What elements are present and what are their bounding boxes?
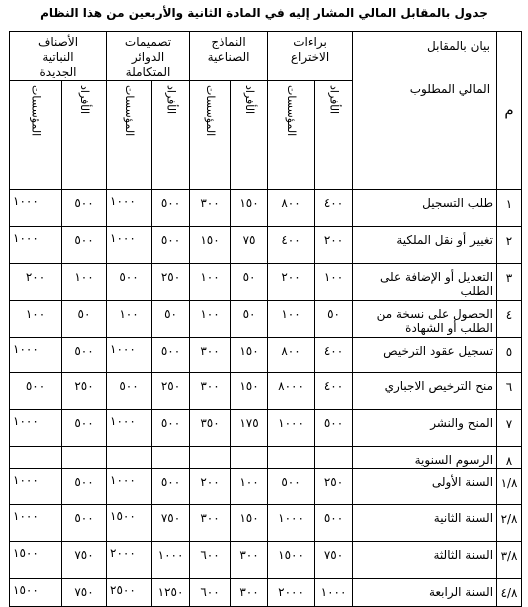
table-row — [10, 301, 522, 338]
fee-cell: ١٥٠ — [231, 373, 268, 410]
row-serial: ٢ — [497, 227, 522, 264]
row-serial: ٤/٨ — [497, 579, 522, 607]
table-row — [10, 447, 522, 469]
fee-cell: ٥٠ — [152, 301, 190, 338]
subheader-institutions: المؤسسات — [10, 81, 62, 190]
fee-cell: ١٠٠ — [231, 469, 268, 505]
row-description: منح الترخيص الاجباري — [353, 373, 497, 410]
fee-cell: ٢٠٠ — [10, 264, 62, 301]
row-description: السنة الأولى — [353, 469, 497, 505]
group-header-line: الاختراع — [290, 50, 330, 64]
fee-cell: ١٠٠٠ — [10, 338, 62, 373]
fee-cell: ١٥٠٠ — [107, 505, 152, 542]
fee-cell: ١٠٠ — [315, 264, 353, 301]
group-header-industrial-designs — [190, 32, 268, 81]
fee-cell: ١٠٠ — [190, 301, 231, 338]
fee-cell: ٦٠٠ — [190, 579, 231, 607]
fee-cell: ٦٠٠ — [190, 542, 231, 579]
fee-cell: ٥٠ — [231, 264, 268, 301]
fee-cell: ٧٥٠ — [62, 542, 107, 579]
subheader-institutions: المؤسسات — [268, 81, 315, 190]
fee-cell: ١٥٠٠ — [10, 579, 62, 607]
row-description: الحصول على نسخة من الطلب أو الشهادة — [353, 301, 497, 338]
table-row — [10, 542, 522, 579]
fee-cell: ٥٠٠ — [62, 190, 107, 227]
fee-cell: ١٠٠٠ — [10, 469, 62, 505]
fee-cell — [107, 447, 152, 469]
fee-cell: ٢٥٠ — [152, 373, 190, 410]
fee-cell: ٣٠٠ — [231, 542, 268, 579]
fee-cell: ١٧٥ — [231, 410, 268, 447]
row-serial: ٤ — [497, 301, 522, 338]
fee-cell: ٤٠٠ — [315, 373, 353, 410]
table-row — [10, 227, 522, 264]
fee-cell — [268, 447, 315, 469]
fee-cell: ١٠٠٠ — [107, 227, 152, 264]
fee-cell: ٣٠٠ — [190, 373, 231, 410]
subheader-individuals: الأفراد — [315, 81, 353, 190]
fee-cell: ٥٠٠ — [62, 410, 107, 447]
fee-cell: ٥٠٠ — [315, 505, 353, 542]
group-header-line: الصناعية — [207, 50, 250, 64]
fee-cell: ١٠٠٠ — [107, 410, 152, 447]
fee-cell: ١٠٠٠ — [107, 190, 152, 227]
fee-cell: ٥٠٠ — [62, 505, 107, 542]
fee-cell: ٢٥٠٠ — [107, 579, 152, 607]
fee-cell: ٥٠٠ — [268, 469, 315, 505]
subheader-institutions: المؤسسات — [107, 81, 152, 190]
row-serial: ٣/٨ — [497, 542, 522, 579]
group-header-line: تصميمات — [124, 35, 172, 49]
fee-cell: ٧٥٠ — [62, 579, 107, 607]
fee-cell: ١٠٠٠ — [268, 410, 315, 447]
fee-cell: ٥٠٠ — [152, 190, 190, 227]
row-description: طلب التسجيل — [353, 190, 497, 227]
row-serial: ٨ — [497, 447, 522, 469]
fee-cell: ٢٥٠ — [315, 469, 353, 505]
group-header-circuit-designs — [107, 32, 190, 81]
fee-cell: ١٠٠ — [268, 301, 315, 338]
fee-cell: ١٥٠٠ — [268, 542, 315, 579]
fee-cell: ١٠٠٠ — [268, 505, 315, 542]
row-serial: ١ — [497, 190, 522, 227]
row-description: تغيير أو نقل الملكية — [353, 227, 497, 264]
fee-cell: ٥٠ — [231, 301, 268, 338]
fee-cell: ٥٠٠ — [152, 338, 190, 373]
fee-cell: ٣٠٠ — [231, 579, 268, 607]
fee-cell: ٥٠ — [315, 301, 353, 338]
group-header-line: الأصناف — [37, 35, 79, 49]
fee-cell: ٨٠٠ — [268, 190, 315, 227]
fee-cell: ٥٠٠ — [152, 227, 190, 264]
fee-cell: ٧٥ — [231, 227, 268, 264]
row-serial: ٢/٨ — [497, 505, 522, 542]
fee-cell: ١٠٠٠ — [10, 227, 62, 264]
fee-cell: ٥٠٠ — [107, 264, 152, 301]
row-serial: ٣ — [497, 264, 522, 301]
fee-cell: ١٠٠ — [107, 301, 152, 338]
fee-cell — [315, 447, 353, 469]
group-header-line: الجديدة — [39, 65, 77, 79]
fee-cell: ٥٠٠ — [152, 469, 190, 505]
group-header-plant-varieties — [10, 32, 107, 81]
fee-cell: ٤٠٠ — [315, 190, 353, 227]
fee-table — [9, 31, 522, 607]
row-description: المنح والنشر — [353, 410, 497, 447]
fee-cell — [190, 447, 231, 469]
table-row — [10, 505, 522, 542]
page-title: جدول بالمقابل المالي المشار إليه في المادة الثانية والأربعين من هذا النظام — [40, 6, 488, 20]
group-header-line: المتكاملة — [125, 65, 171, 79]
header-row-groups — [10, 32, 522, 81]
fee-cell — [231, 447, 268, 469]
fee-cell: ٥٠٠ — [62, 338, 107, 373]
fee-cell: ٥٠٠ — [10, 373, 62, 410]
table-row — [10, 338, 522, 373]
fee-cell: ٨٠٠ — [268, 338, 315, 373]
fee-cell: ٧٥٠ — [152, 505, 190, 542]
fee-cell — [152, 447, 190, 469]
fee-cell: ١٠٠٠ — [10, 505, 62, 542]
serial-header — [497, 32, 522, 190]
fee-cell: ٥٠٠ — [62, 227, 107, 264]
fee-cell: ٣٠٠ — [190, 505, 231, 542]
fee-cell: ٢٠٠ — [268, 264, 315, 301]
fee-cell: ٣٠٠ — [190, 190, 231, 227]
row-serial: ٥ — [497, 338, 522, 373]
fee-cell: ١٥٠ — [231, 505, 268, 542]
table-row — [10, 190, 522, 227]
fee-cell: ١٠٠٠ — [10, 190, 62, 227]
row-description: السنة الثانية — [353, 505, 497, 542]
subheader-individuals: الأفراد — [231, 81, 268, 190]
subheader-individuals: الأفراد — [62, 81, 107, 190]
description-header — [353, 32, 497, 190]
fee-cell: ٥٠٠ — [152, 410, 190, 447]
fee-cell: ١٠٠ — [190, 264, 231, 301]
fee-cell: ٨٠٠٠ — [268, 373, 315, 410]
table-row — [10, 373, 522, 410]
row-serial: ١/٨ — [497, 469, 522, 505]
description-header-line: المالي المطلوب — [409, 82, 491, 96]
fee-cell: ٢٥٠ — [62, 373, 107, 410]
table-row — [10, 264, 522, 301]
fee-cell — [10, 447, 62, 469]
row-description: السنة الثالثة — [353, 542, 497, 579]
fee-cell: ١٥٠٠ — [10, 542, 62, 579]
subheader-institutions: المؤسسات — [190, 81, 231, 190]
fee-cell: ١٠٠٠ — [315, 579, 353, 607]
serial-header-label: م — [504, 101, 514, 119]
fee-cell: ٥٠٠ — [315, 410, 353, 447]
row-serial: ٦ — [497, 373, 522, 410]
fee-cell: ٥٠٠ — [107, 373, 152, 410]
fee-cell — [62, 447, 107, 469]
fee-cell: ٥٠ — [62, 301, 107, 338]
row-description: الرسوم السنوية — [353, 447, 497, 469]
row-serial: ٧ — [497, 410, 522, 447]
fee-cell: ١٠٠٠ — [107, 338, 152, 373]
group-header-patents — [268, 32, 353, 81]
fee-cell: ٢٠٠٠ — [268, 579, 315, 607]
group-header-line: النماذج — [211, 35, 246, 49]
fee-cell: ١٥٠ — [231, 338, 268, 373]
fee-cell: ٢٠٠ — [190, 469, 231, 505]
fee-cell: ١٥٠ — [190, 227, 231, 264]
row-description: تسجيل عقود الترخيص — [353, 338, 497, 373]
fee-cell: ٤٠٠ — [268, 227, 315, 264]
table-row — [10, 469, 522, 505]
group-header-line: النباتية — [42, 50, 74, 64]
fee-cell: ١٠٠٠ — [107, 469, 152, 505]
fee-cell: ١٢٥٠ — [152, 579, 190, 607]
description-header-line: بيان بالمقابل — [427, 39, 491, 53]
row-description: التعديل أو الإضافة على الطلب — [353, 264, 497, 301]
fee-cell: ٢٠٠٠ — [107, 542, 152, 579]
fee-cell: ١٠٠٠ — [10, 410, 62, 447]
fee-cell: ١٠٠٠ — [152, 542, 190, 579]
fee-cell: ٣٥٠ — [190, 410, 231, 447]
table-row — [10, 579, 522, 607]
fee-cell: ٢٠٠ — [315, 227, 353, 264]
group-header-line: براءات — [293, 35, 327, 49]
table-row — [10, 410, 522, 447]
fee-cell: ١٠٠ — [10, 301, 62, 338]
fee-cell: ١٠٠ — [62, 264, 107, 301]
group-header-line: الدوائر — [131, 50, 165, 64]
fee-cell: ٣٠٠ — [190, 338, 231, 373]
fee-cell: ١٥٠ — [231, 190, 268, 227]
fee-cell: ٧٥٠ — [315, 542, 353, 579]
fee-cell: ٤٠٠ — [315, 338, 353, 373]
fee-cell: ٥٠٠ — [62, 469, 107, 505]
fee-cell: ٢٥٠ — [152, 264, 190, 301]
row-description: السنة الرابعة — [353, 579, 497, 607]
subheader-individuals: الأفراد — [152, 81, 190, 190]
